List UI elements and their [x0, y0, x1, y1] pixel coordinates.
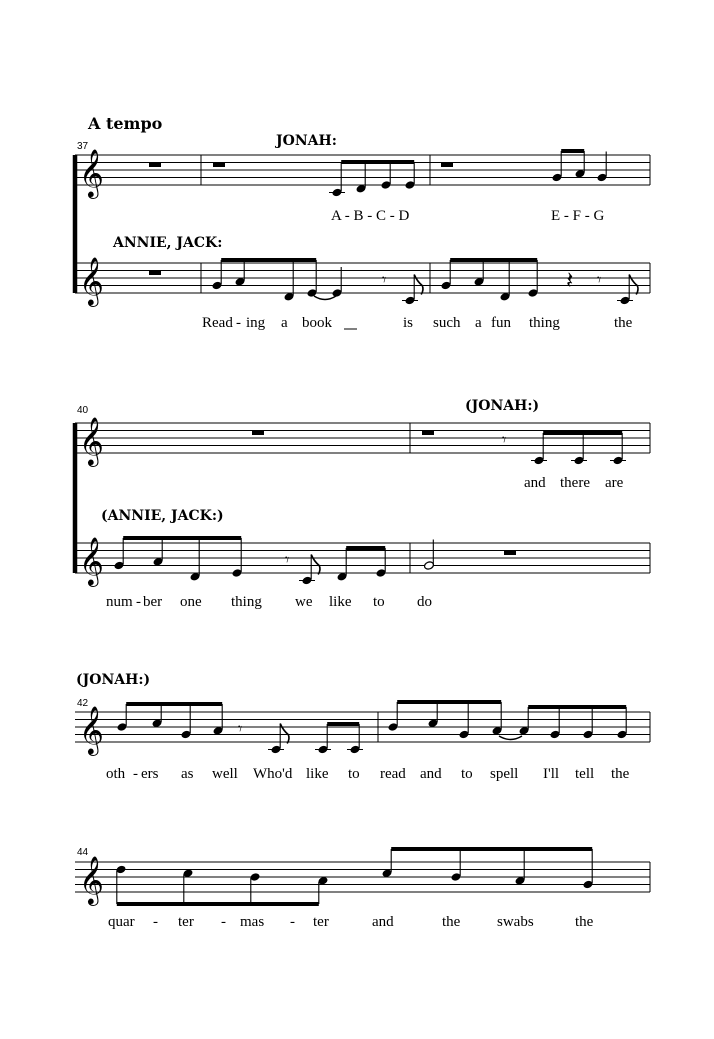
character-label: (ANNIE, JACK:): [101, 508, 224, 524]
character-label: (JONAH:): [465, 398, 540, 414]
lyric-syllable: well: [212, 766, 238, 782]
whole-rest: [252, 431, 264, 436]
lyric-syllable: are: [605, 475, 624, 491]
lyric-syllable: spell: [490, 766, 519, 782]
lyric-syllable: ers: [141, 766, 159, 782]
treble-clef: 𝄞: [79, 536, 104, 585]
lyric-syllable: the: [575, 914, 594, 930]
lyric-syllable: do: [417, 594, 432, 610]
lyric-syllable: swabs: [497, 914, 534, 930]
lyric-hyphen: -: [236, 315, 241, 331]
lyric-syllable: the: [442, 914, 461, 930]
lyric-hyphen: -: [290, 914, 295, 930]
lyric-hyphen: -: [133, 766, 138, 782]
whole-rest: [441, 163, 453, 168]
eighth-rest: 𝄾: [597, 270, 602, 289]
lyric-syllable: ing: [246, 315, 266, 331]
lyric-syllable: thing: [231, 594, 262, 610]
lyric-syllable: a: [281, 315, 288, 331]
lyric-syllable: as: [181, 766, 194, 782]
eighth-rest: 𝄾: [382, 270, 387, 289]
lyric-syllable: quar: [108, 914, 135, 930]
treble-clef: 𝄞: [79, 416, 104, 465]
quarter-rest: 𝄽: [566, 266, 574, 294]
lyric-syllable: and: [420, 766, 442, 782]
lyric-syllable: ter: [178, 914, 194, 930]
lyric-syllable: such: [433, 315, 461, 331]
whole-rest: [504, 551, 516, 556]
treble-clef: 𝄞: [79, 705, 104, 754]
lyric-syllable: one: [180, 594, 202, 610]
lyric-syllable: is: [403, 315, 414, 331]
lyric-syllable: read: [380, 766, 406, 782]
character-label: ANNIE, JACK:: [113, 235, 223, 251]
measure-number: 44: [77, 847, 89, 858]
lyric-syllable: ter: [313, 914, 329, 930]
whole-rest: [422, 431, 434, 436]
lyric-syllable: like: [329, 594, 352, 610]
tie: [499, 736, 522, 740]
lyric-syllable: tell: [575, 766, 595, 782]
lyric-syllable: fun: [491, 315, 511, 331]
whole-rest: [149, 163, 161, 168]
lyric-syllable: to: [348, 766, 360, 782]
treble-clef: 𝄞: [79, 855, 104, 904]
treble-clef: 𝄞: [79, 256, 104, 305]
measure-number: 37: [77, 141, 89, 152]
lyric-syllable: mas: [240, 914, 265, 930]
eighth-rest: 𝄾: [285, 550, 290, 569]
lyric-hyphen: -: [136, 594, 141, 610]
lyric-hyphen: -: [153, 914, 158, 930]
lyric-syllable: like: [306, 766, 329, 782]
lyric-syllable: and: [372, 914, 394, 930]
measure-number: 42: [77, 698, 89, 709]
lyric-syllable: book: [302, 315, 332, 331]
lyric-syllable: there: [560, 475, 590, 491]
lyric-syllable: and: [524, 475, 546, 491]
lyric-syllable: we: [295, 594, 313, 610]
lyric-syllable: oth: [106, 766, 126, 782]
lyric-syllable: I'll: [543, 766, 560, 782]
lyric-syllable: A - B - C - D: [331, 208, 410, 224]
lyric-syllable: to: [461, 766, 473, 782]
eighth-rest: 𝄾: [502, 430, 507, 449]
lyric-syllable: Read: [202, 315, 233, 331]
lyric-syllable: a: [475, 315, 482, 331]
whole-rest: [149, 271, 161, 276]
lyric-syllable: the: [614, 315, 633, 331]
eighth-rest: 𝄾: [238, 719, 243, 738]
lyric-syllable: to: [373, 594, 385, 610]
lyric-syllable: Who'd: [253, 766, 293, 782]
character-label: (JONAH:): [76, 672, 151, 688]
tie: [314, 296, 336, 300]
treble-clef: 𝄞: [79, 148, 104, 197]
lyric-syllable: num: [106, 594, 133, 610]
whole-rest: [213, 163, 225, 168]
lyric-syllable: ber: [143, 594, 163, 610]
lyric-syllable: thing: [529, 315, 560, 331]
lyric-hyphen: -: [221, 914, 226, 930]
tempo-marking: A tempo: [88, 114, 163, 133]
lyric-syllable: E - F - G: [551, 208, 605, 224]
lyric-syllable: the: [611, 766, 630, 782]
measure-number: 40: [77, 405, 89, 416]
character-label: JONAH:: [276, 133, 337, 149]
